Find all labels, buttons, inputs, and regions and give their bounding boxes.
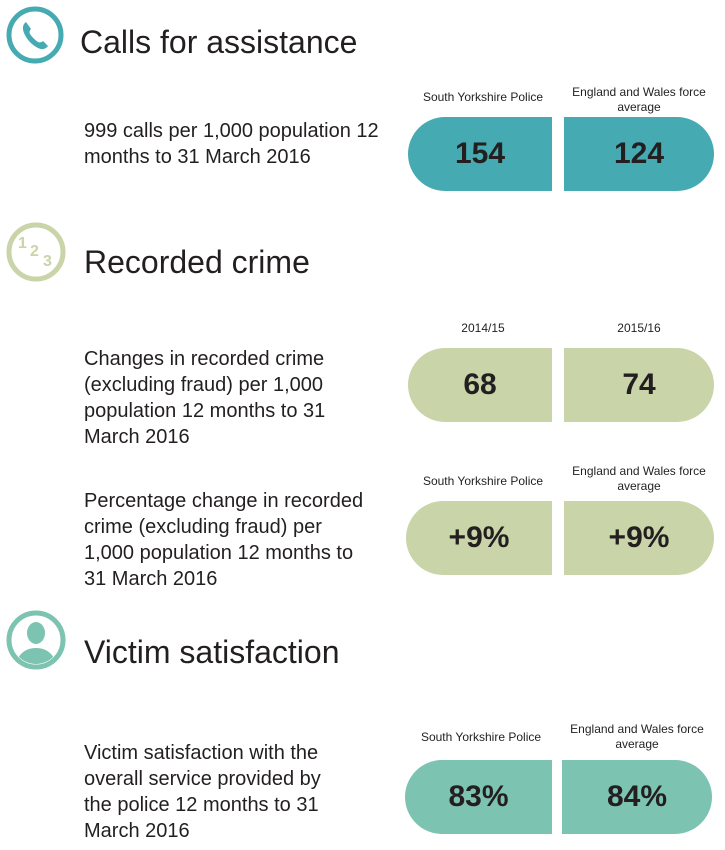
calls-section-title: Calls for assistance bbox=[80, 24, 358, 60]
person-icon bbox=[6, 610, 66, 670]
crime-changes-value-right bbox=[564, 348, 714, 422]
victim-value-right bbox=[562, 760, 712, 834]
crime-percentage-description: Percentage change in recorded crime (excluding fraud) per 1,000 population 12 months to 31 March 2016 bbox=[84, 490, 364, 590]
calls-value-left bbox=[408, 117, 552, 191]
victim-header-right: England and Wales force average bbox=[570, 722, 704, 751]
calls-description: 999 calls per 1,000 population 12 months to 31 March 2016 bbox=[84, 120, 379, 168]
crime-section-title: Recorded crime bbox=[84, 244, 310, 280]
svg-text:3: 3 bbox=[43, 253, 52, 270]
victim-description: Victim satisfaction with the overall service provided by the police 12 months to 31 March 2016 bbox=[84, 742, 321, 842]
victim-value-left bbox=[405, 760, 552, 834]
crime-changes-description: Changes in recorded crime (excluding fraud) per 1,000 population 12 months to 31 March 2016 bbox=[84, 348, 326, 448]
crime-changes-header-right: 2015/16 bbox=[617, 321, 661, 335]
numbers-123-icon bbox=[6, 222, 66, 282]
phone-icon bbox=[6, 6, 64, 64]
calls-header-right: England and Wales force average bbox=[572, 85, 706, 114]
crime-percentage-header-left: South Yorkshire Police bbox=[422, 474, 544, 488]
victim-header-left: South Yorkshire Police bbox=[420, 730, 542, 744]
calls-header-left: South Yorkshire Police bbox=[422, 90, 544, 104]
victim-section-title: Victim satisfaction bbox=[84, 634, 340, 670]
crime-percentage-value-left-text: +9% bbox=[448, 521, 510, 554]
crime-changes-header-left: 2014/15 bbox=[461, 321, 505, 335]
svg-text:1: 1 bbox=[18, 235, 27, 252]
crime-changes-value-right-text: 74 bbox=[622, 368, 656, 401]
calls-value-left-text: 154 bbox=[454, 137, 506, 170]
victim-value-right-text: 84% bbox=[606, 780, 668, 813]
crime-percentage-value-right bbox=[564, 501, 714, 575]
crime-changes-value-left bbox=[408, 348, 552, 422]
svg-text:2: 2 bbox=[30, 243, 39, 260]
victim-value-left-text: 83% bbox=[448, 780, 509, 813]
crime-percentage-header-right: England and Wales force average bbox=[572, 464, 706, 493]
crime-percentage-value-left bbox=[406, 501, 552, 575]
crime-changes-value-left-text: 68 bbox=[463, 368, 497, 401]
crime-percentage-value-right-text: +9% bbox=[608, 521, 670, 554]
calls-value-right-text: 124 bbox=[613, 137, 665, 170]
calls-value-right bbox=[564, 117, 714, 191]
